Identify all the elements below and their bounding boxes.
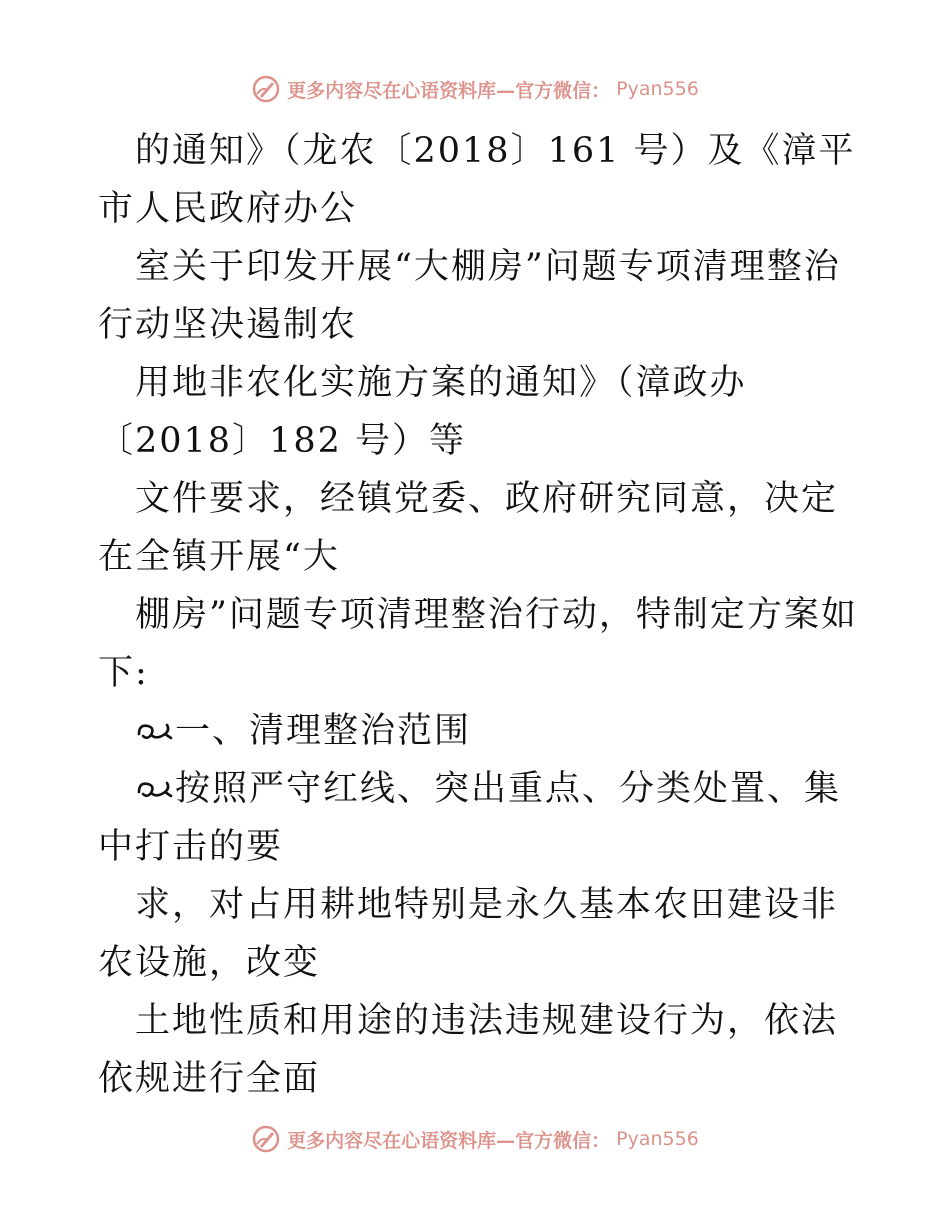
paragraph-text: 土地性质和用途的违法违规建设行为，依法依规进行全面 [98, 1001, 839, 1099]
paragraph-text: 室关于印发开展“大棚房”问题专项清理整治行动坚决遏制农 [98, 247, 841, 345]
curl-ornament-icon [135, 776, 173, 802]
paragraph-text: 的通知》（龙农〔2018〕161 号）及《漳平市人民政府办公 [98, 131, 856, 229]
watermark-text: 更多内容尽在心语资料库—官方微信： [287, 1129, 611, 1152]
paragraph [98, 122, 868, 238]
paragraph-text: 用地非农化实施方案的通知》（漳政办〔2018〕182 号）等 [98, 363, 747, 461]
curl-ornament-icon [135, 718, 173, 744]
footer-watermark [0, 1124, 950, 1154]
section-heading [98, 702, 868, 760]
paragraph-text: 按照严守红线、突出重点、分类处置、集中打击的要 [98, 769, 842, 867]
watermark-id: Pyan556 [616, 1128, 699, 1150]
paragraph [98, 354, 868, 470]
paragraph [98, 238, 868, 354]
paragraph [98, 760, 868, 876]
paragraph [98, 992, 868, 1108]
paragraph [98, 876, 868, 992]
paragraph-text: 棚房”问题专项清理整治行动，特制定方案如下: [98, 595, 858, 693]
quill-logo-icon [251, 1124, 281, 1154]
watermark-id: Pyan556 [616, 78, 699, 100]
quill-logo-icon [251, 74, 281, 104]
section-heading-text: 一、清理整治范围 [175, 711, 472, 751]
document-body [98, 122, 868, 1108]
paragraph-text: 文件要求，经镇党委、政府研究同意，决定在全镇开展“大 [98, 479, 839, 577]
paragraph [98, 470, 868, 586]
watermark-text: 更多内容尽在心语资料库—官方微信： [287, 79, 611, 102]
header-watermark [0, 74, 950, 104]
paragraph [98, 586, 868, 702]
paragraph-text: 求，对占用耕地特别是永久基本农田建设非农设施，改变 [98, 885, 839, 983]
